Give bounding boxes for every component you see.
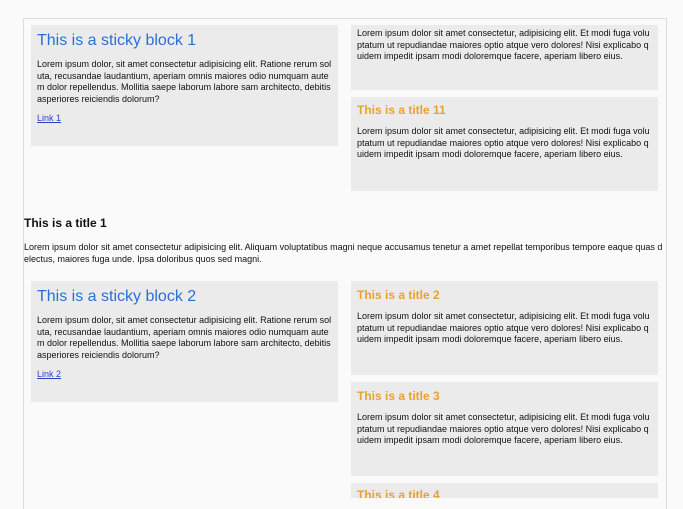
- card-title-11: [351, 97, 658, 191]
- sticky-block-2: [31, 281, 338, 402]
- card-title-3: [351, 382, 658, 476]
- card-title: This is a title 11: [357, 103, 446, 117]
- link-2[interactable]: Link 2: [37, 369, 62, 379]
- sticky-block-text: Lorem ipsum dolor, sit amet consectetur adipisicing elit. Ratione rerum soluta, recusandae laudantium, aperiam omnis maiores odio numquam autem dolor repellendus. Mollitia saepe laborum labore sam architecto, debitis asperiores reiciendis dolorum?: [37, 59, 332, 104]
- card-title: This is a title 2: [357, 288, 440, 302]
- sticky-block-title: This is a sticky block 2: [37, 288, 197, 305]
- card-text: Lorem ipsum dolor sit amet consectetur, adipisicing elit. Et modi fuga voluptatum ut repudiandae maiores optio atque vero dolores! Nisi explicabo quidem impedit ipsam modi doloremque facere, aperiam libero eius.: [357, 126, 650, 159]
- card-title: This is a title 3: [357, 389, 440, 403]
- card-title-2: [351, 281, 658, 375]
- card-text: Lorem ipsum dolor sit amet consectetur, adipisicing elit. Et modi fuga voluptatum ut repudiandae maiores optio atque vero dolores! Nisi explicabo quidem impedit ipsam modi doloremque facere, aperiam libero eius.: [357, 311, 650, 344]
- card-text: Lorem ipsum dolor sit amet consectetur, adipisicing elit. Et modi fuga voluptatum ut repudiandae maiores optio atque vero dolores! Nisi explicabo quidem impedit ipsam modi doloremque facere, aperiam libero eius.: [357, 28, 650, 61]
- card-title-4: [351, 483, 658, 498]
- section-text-1: Lorem ipsum dolor sit amet consectetur adipisicing elit. Aliquam voluptatibus magni neque accusamus tenetur a amet repellat temporibus tempore eaque quas delectus, maiores fuga unde. Ipsa doloribus quos sed magni.: [24, 242, 663, 264]
- section-title-1: This is a title 1: [24, 216, 107, 230]
- sticky-block-title: This is a sticky block 1: [37, 32, 197, 49]
- card-text-only: [351, 25, 658, 90]
- card-title: This is a title 4: [357, 488, 440, 498]
- sticky-block-text: Lorem ipsum dolor, sit amet consectetur adipisicing elit. Ratione rerum soluta, recusandae laudantium, aperiam omnis maiores odio numquam autem dolor repellendus. Mollitia saepe laborum labore sam architecto, debitis asperiores reiciendis dolorum?: [37, 315, 332, 360]
- card-text: Lorem ipsum dolor sit amet consectetur, adipisicing elit. Et modi fuga voluptatum ut repudiandae maiores optio atque vero dolores! Nisi explicabo quidem impedit ipsam modi doloremque facere, aperiam libero eius.: [357, 412, 650, 445]
- sticky-block-1: [31, 25, 338, 146]
- link-1[interactable]: Link 1: [37, 113, 62, 123]
